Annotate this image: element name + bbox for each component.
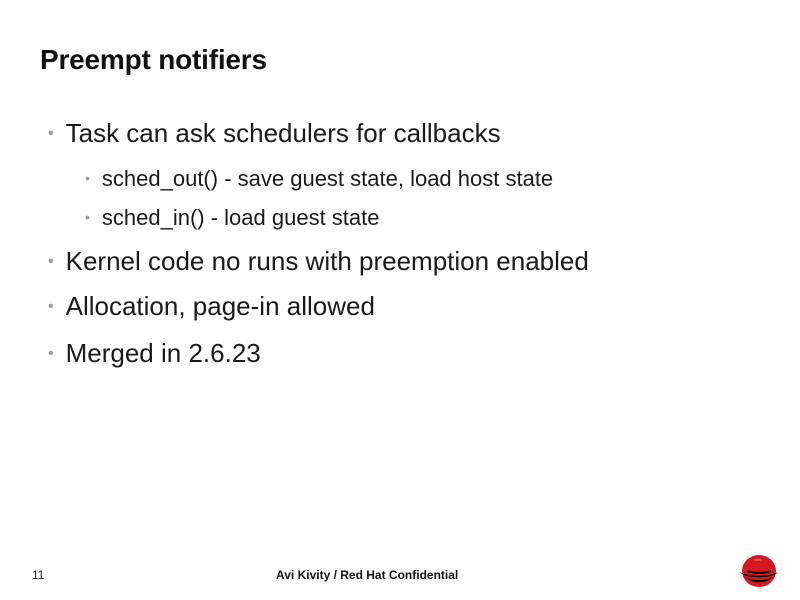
- page-number: 11: [32, 568, 45, 582]
- bullet-dot-icon: •: [85, 209, 90, 225]
- bullet-text: sched_out() - save guest state, load host state: [101, 166, 554, 191]
- bullet-text: Task can ask schedulers for callbacks: [65, 118, 501, 148]
- bullet-dot-icon: •: [48, 298, 54, 315]
- bullet-text: Kernel code no runs with preemption enabled: [65, 246, 589, 276]
- bullet-dot-icon: •: [85, 170, 90, 186]
- bullet-item: [48, 291, 375, 322]
- bullet-dot-icon: •: [48, 125, 54, 142]
- bullet-item: [48, 246, 589, 277]
- bullet-text: Allocation, page-in allowed: [65, 291, 375, 321]
- bullet-item: [48, 118, 501, 149]
- sub-bullet-item: [85, 166, 553, 192]
- red-hat-logo-icon: [738, 553, 780, 589]
- bullet-item: [48, 338, 261, 369]
- bullet-dot-icon: •: [48, 345, 54, 362]
- bullet-text: sched_in() - load guest state: [101, 205, 380, 230]
- sub-bullet-item: [85, 205, 380, 231]
- footer-text: Avi Kivity / Red Hat Confidential: [276, 568, 459, 582]
- bullet-dot-icon: •: [48, 253, 54, 270]
- slide-title: Preempt notifiers: [40, 44, 267, 75]
- bullet-text: Merged in 2.6.23: [65, 338, 261, 368]
